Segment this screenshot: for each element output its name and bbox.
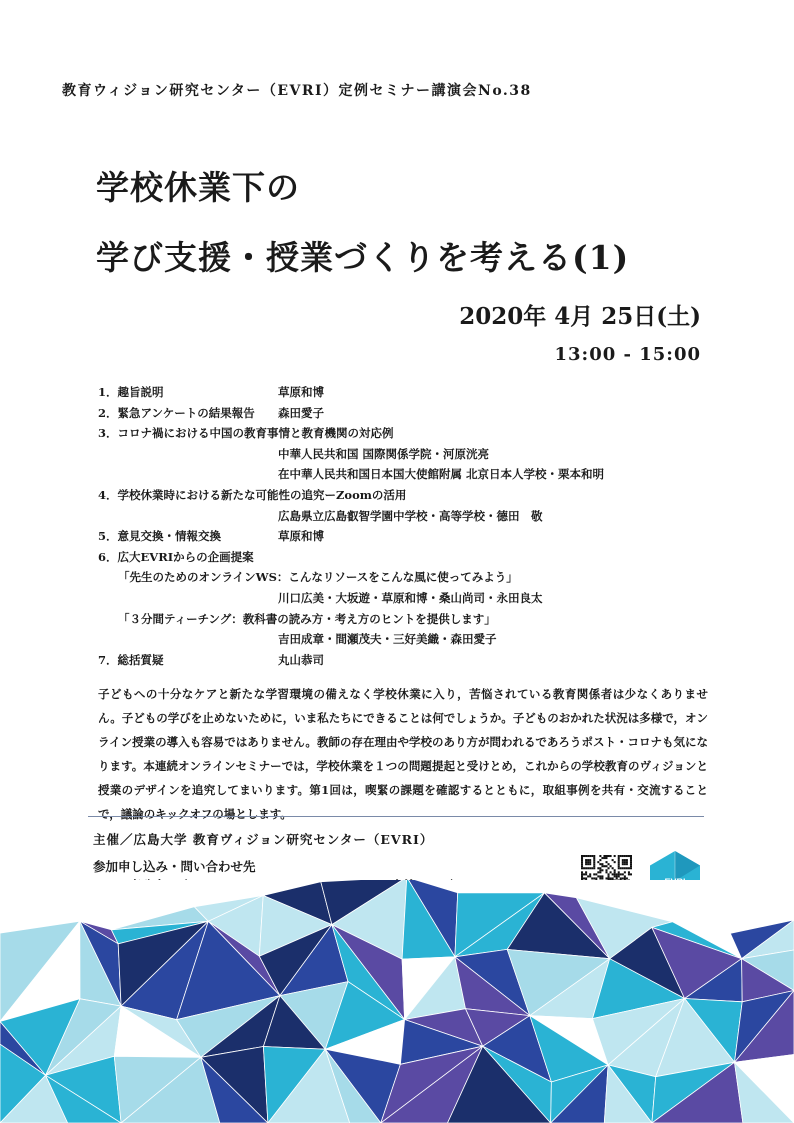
program-row [98,588,718,609]
decorative-polygon-pattern [0,880,794,1123]
organizer: 主催／広島大学 教育ヴィジョン研究センター（EVRI） [93,832,434,847]
program-item-label: 4．学校休業時における新たな可能性の追究ーZoomの活用 [98,487,407,502]
program-row [98,629,718,650]
program-speaker: 丸山恭司 [278,652,324,667]
program-speaker: 草原和博 [278,529,324,544]
program-row [98,485,718,506]
program-speaker: 草原和博 [278,385,324,399]
program-row [98,464,718,485]
title-line-1: 学校休業下の [96,168,300,207]
contact-heading: 参加申し込み・問い合わせ先 [93,859,256,874]
program-item-label: 3．コロナ禍における中国の教育事情と教育機関の対応例 [98,426,394,441]
program-speaker: 吉田成章・間瀬茂夫・三好美織・森田愛子 [278,632,497,647]
program-row [98,403,718,424]
program-item-label: 1．趣旨説明 [98,385,164,399]
program-proposal: 「先生のためのオンラインWS：こんなリソースをこんな風に使ってみよう」 [118,570,518,585]
event-date: 2020年 4月 25日(土) [459,303,701,330]
program-item-label: 7．総括質疑 [98,652,164,667]
program-item-label: 6．広大EVRIからの企画提案 [98,549,254,564]
program-row [98,506,718,527]
program-row [98,567,718,588]
description-paragraph: 子どもへの十分なケアと新たな学習環境の備えなく学校休業に入り，苦悩されている教育関係者は少なくありません。子どもの学びを止めないために，いま私たちにできることは何でしょうか。子どものおかれた状況は多様で，オンライン授業の導入も容易ではありません。教師の存在理由や学校のあり方が問われるであろうポスト・コロナも気になります。本連続オンラインセミナーでは，学校休業を１つの問題提起と受けとめ，これからの学校教育のヴィジョンと授業のデザインを追究してまいります。第1回は，喫緊の課題を確認するとともに，取組事例を共有・交流することで，議論のキックオフの場とします。 [98,687,708,821]
program-speaker: 広島県立広島叡智学園中学校・高等学校・德田 敬 [278,508,543,523]
program-row [98,526,718,547]
title-line-2: 学び支援・授業づくりを考える(1) [96,238,630,277]
program-item-label: 5．意見交換・情報交換 [98,529,222,544]
program-speaker: 在中華人民共和国日本国大使館附属 北京日本人学校・栗本和明 [278,467,605,482]
program-speaker: 中華人民共和国 国際関係学院・河原洸亮 [278,446,490,461]
event-time: 13:00 - 15:00 [554,344,701,365]
program-row [98,444,718,465]
program-row [98,650,718,671]
divider [88,816,704,817]
program-row [98,547,718,568]
series-heading: 教育ウィジョン研究センター（EVRI）定例セミナー講演会No.38 [62,83,532,99]
program-row [98,423,718,444]
program-row [98,382,718,403]
program-list [98,382,718,670]
program-row [98,609,718,630]
program-proposal: 「３分間ティーチング：教科書の読み方・考え方のヒントを提供します」 [118,611,496,626]
program-item-label: 2．緊急アンケートの結果報告 [98,405,255,420]
program-speaker: 川口広美・大坂遊・草原和博・桑山尚司・永田良太 [278,590,543,605]
program-speaker: 森田愛子 [278,405,324,420]
